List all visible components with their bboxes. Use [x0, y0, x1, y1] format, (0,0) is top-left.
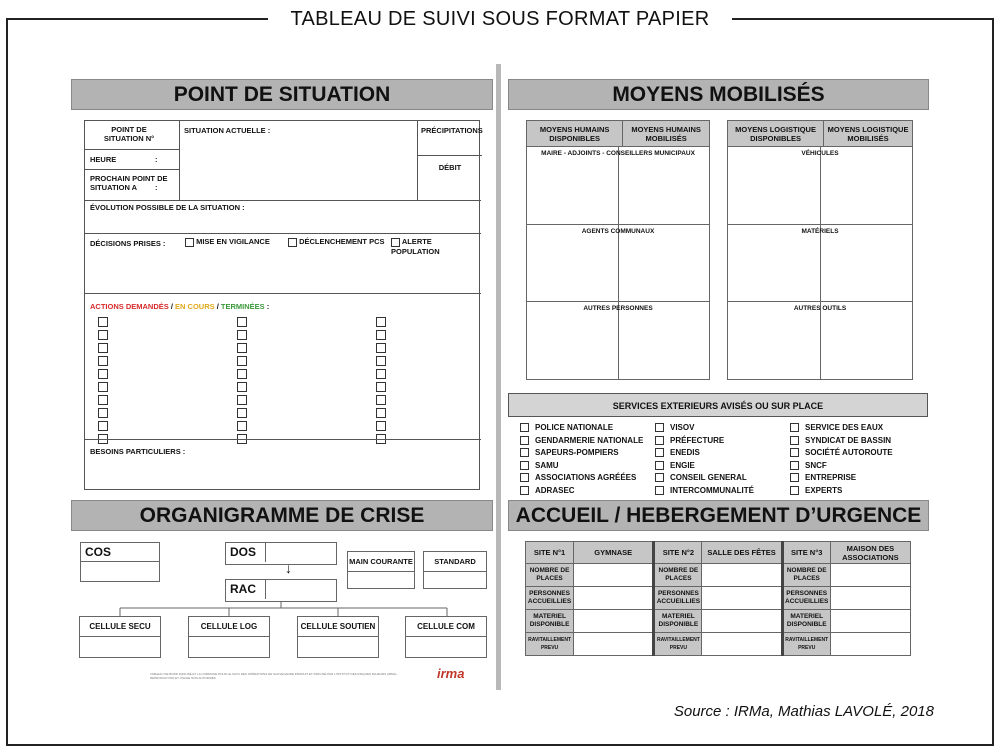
- pcs-label: DÉCLENCHEMENT PCS: [299, 237, 385, 246]
- humains-row-2: AGENTS COMMUNAUX: [581, 227, 655, 235]
- service-label: POLICE NATIONALE: [535, 423, 614, 432]
- actions-colon: :: [264, 302, 270, 311]
- cellule-secu-box: [79, 616, 161, 658]
- cellule-com-label: CELLULE COM: [406, 617, 486, 637]
- service-label: GENDARMERIE NATIONALE: [535, 435, 644, 445]
- site3-name: MAISON DES ASSOCIATIONS: [830, 542, 910, 564]
- debit-label: DÉBIT: [438, 163, 462, 172]
- value-cell[interactable]: [830, 610, 910, 633]
- cos-label: COS: [81, 543, 159, 562]
- irma-logo: irma: [437, 666, 465, 681]
- value-cell[interactable]: [702, 633, 782, 656]
- actions-demandes: ACTIONS DEMANDÉS: [90, 302, 169, 311]
- service-label: ENTREPRISE: [805, 473, 857, 482]
- row-label: RAVITAILLEMENT PREVU: [782, 633, 830, 656]
- heure-colon: :: [155, 155, 158, 164]
- rac-label: RAC: [226, 580, 266, 599]
- organigramme-header: ORGANIGRAMME DE CRISE: [71, 500, 493, 531]
- cellule-log-box: [188, 616, 270, 658]
- decisions-label: DÉCISIONS PRISES :: [90, 239, 166, 248]
- service-label: SYNDICAT DE BASSIN: [805, 435, 892, 445]
- row-label: RAVITAILLEMENT PREVU: [526, 633, 574, 656]
- row-label: MATERIEL DISPONIBLE: [526, 610, 574, 633]
- vigilance-label: MISE EN VIGILANCE: [196, 237, 270, 246]
- service-label: SAMU: [535, 460, 559, 470]
- site1-name: GYMNASE: [574, 542, 654, 564]
- moyens-header: MOYENS MOBILISÉS: [508, 79, 929, 110]
- value-cell[interactable]: [702, 564, 782, 587]
- value-cell[interactable]: [830, 564, 910, 587]
- arrow-down-icon: ↓: [285, 560, 292, 576]
- value-cell[interactable]: [574, 587, 654, 610]
- value-cell[interactable]: [702, 587, 782, 610]
- cellule-com-box: [405, 616, 487, 658]
- service-label: SAPEURS-POMPIERS: [535, 448, 619, 457]
- accueil-table: [525, 541, 911, 656]
- actions-en-cours: EN COURS: [175, 302, 215, 311]
- row-label: NOMBRE DE PLACES: [782, 564, 830, 587]
- log-mob-header: MOYENS LOGISTIQUE MOBILISÉS: [824, 121, 913, 147]
- footer-small-print: TABLEAU DE BORD DIFFUSÉ ET LA COMMUNE POUR LE SUIVI DES OPÉRATIONS DE SAUVEGARDE PRODUIT ET DIFFUSÉ PAR L'INSTITUT DES RISQUES MAJEURS (IRMA). REPRODUCTION ET USAGE NON AUTORISÉS: [150, 672, 398, 680]
- service-label: SOCIÉTÉ AUTOROUTE: [805, 448, 893, 457]
- humains-mob-header: MOYENS HUMAINS MOBILISÉS: [623, 121, 710, 147]
- slash-1: /: [170, 302, 173, 311]
- evolution-label: ÉVOLUTION POSSIBLE DE LA SITUATION :: [90, 203, 245, 212]
- service-label: ENEDIS: [670, 448, 700, 457]
- alerte-label: ALERTE POPULATION: [391, 237, 440, 256]
- log-disp-header: MOYENS LOGISTIQUE DISPONIBLES: [728, 121, 824, 147]
- service-label: SNCF: [805, 460, 827, 470]
- value-cell[interactable]: [702, 610, 782, 633]
- standard-label: STANDARD: [424, 552, 486, 572]
- value-cell[interactable]: [574, 633, 654, 656]
- row-label: MATERIEL DISPONIBLE: [782, 610, 830, 633]
- source-caption: Source : IRMa, Mathias LAVOLÉ, 2018: [673, 703, 934, 720]
- dos-label: DOS: [226, 543, 266, 562]
- row-label: PERSONNES ACCUEILLIES: [526, 587, 574, 610]
- row-label: PERSONNES ACCUEILLIES: [782, 587, 830, 610]
- value-cell[interactable]: [830, 587, 910, 610]
- service-label: INTERCOMMUNALITÉ: [670, 485, 754, 495]
- cellule-soutien-label: CELLULE SOUTIEN: [298, 617, 378, 637]
- situation-label: SITUATION ACTUELLE :: [184, 126, 271, 135]
- site2-name: SALLE DES FÊTES: [702, 542, 782, 564]
- humains-row-3: AUTRES PERSONNES: [583, 305, 653, 313]
- page-title: TABLEAU DE SUIVI SOUS FORMAT PAPIER: [268, 6, 732, 32]
- service-label: ASSOCIATIONS AGRÉÉES: [535, 473, 637, 482]
- cellule-secu-label: CELLULE SECU: [80, 617, 160, 637]
- site2-no: SITE N°2: [654, 542, 702, 564]
- precipitations-label: PRÉCIPITATIONS: [421, 126, 483, 135]
- row-label: RAVITAILLEMENT PREVU: [654, 633, 702, 656]
- heure-label: HEURE: [90, 155, 117, 164]
- point-situation-header: POINT DE SITUATION: [71, 79, 493, 110]
- service-label: ENGIE: [670, 460, 695, 470]
- cellule-soutien-box: [297, 616, 379, 658]
- cellule-log-label: CELLULE LOG: [189, 617, 269, 637]
- accueil-header: ACCUEIL / HEBERGEMENT D’URGENCE: [508, 500, 929, 531]
- service-label: SERVICE DES EAUX: [805, 423, 884, 432]
- value-cell[interactable]: [830, 633, 910, 656]
- actions-terminees: TERMINÉES: [220, 302, 265, 311]
- service-label: PRÉFECTURE: [670, 435, 725, 445]
- value-cell[interactable]: [574, 564, 654, 587]
- service-label: VISOV: [670, 423, 695, 432]
- point-no-label: POINT DE SITUATION N°: [103, 125, 155, 143]
- row-label: PERSONNES ACCUEILLIES: [654, 587, 702, 610]
- service-label: ADRASEC: [535, 485, 575, 495]
- row-label: NOMBRE DE PLACES: [526, 564, 574, 587]
- value-cell[interactable]: [574, 610, 654, 633]
- prochain-label: PROCHAIN POINT DE SITUATION A: [90, 174, 168, 192]
- humains-row-1: MAIRE - ADJOINTS - CONSEILLERS MUNICIPAUX: [541, 150, 695, 157]
- main-courante-label: MAIN COURANTE: [348, 552, 414, 572]
- services-header: SERVICES EXTERIEURS AVISÉS OU SUR PLACE: [508, 393, 928, 417]
- log-row-2: MATÉRIELS: [801, 227, 839, 235]
- slash-2: /: [216, 302, 219, 311]
- site3-no: SITE N°3: [782, 542, 830, 564]
- besoins-label: BESOINS PARTICULIERS :: [90, 447, 186, 456]
- site1-no: SITE N°1: [526, 542, 574, 564]
- service-label: EXPERTS: [805, 485, 843, 495]
- row-label: MATERIEL DISPONIBLE: [654, 610, 702, 633]
- log-row-3: AUTRES OUTILS: [793, 305, 847, 313]
- humains-disp-header: MOYENS HUMAINS DISPONIBLES: [527, 121, 623, 147]
- row-label: NOMBRE DE PLACES: [654, 564, 702, 587]
- log-row-1: VÉHICULES: [801, 150, 839, 157]
- service-label: CONSEIL GENERAL: [670, 473, 747, 482]
- prochain-colon: :: [155, 183, 158, 192]
